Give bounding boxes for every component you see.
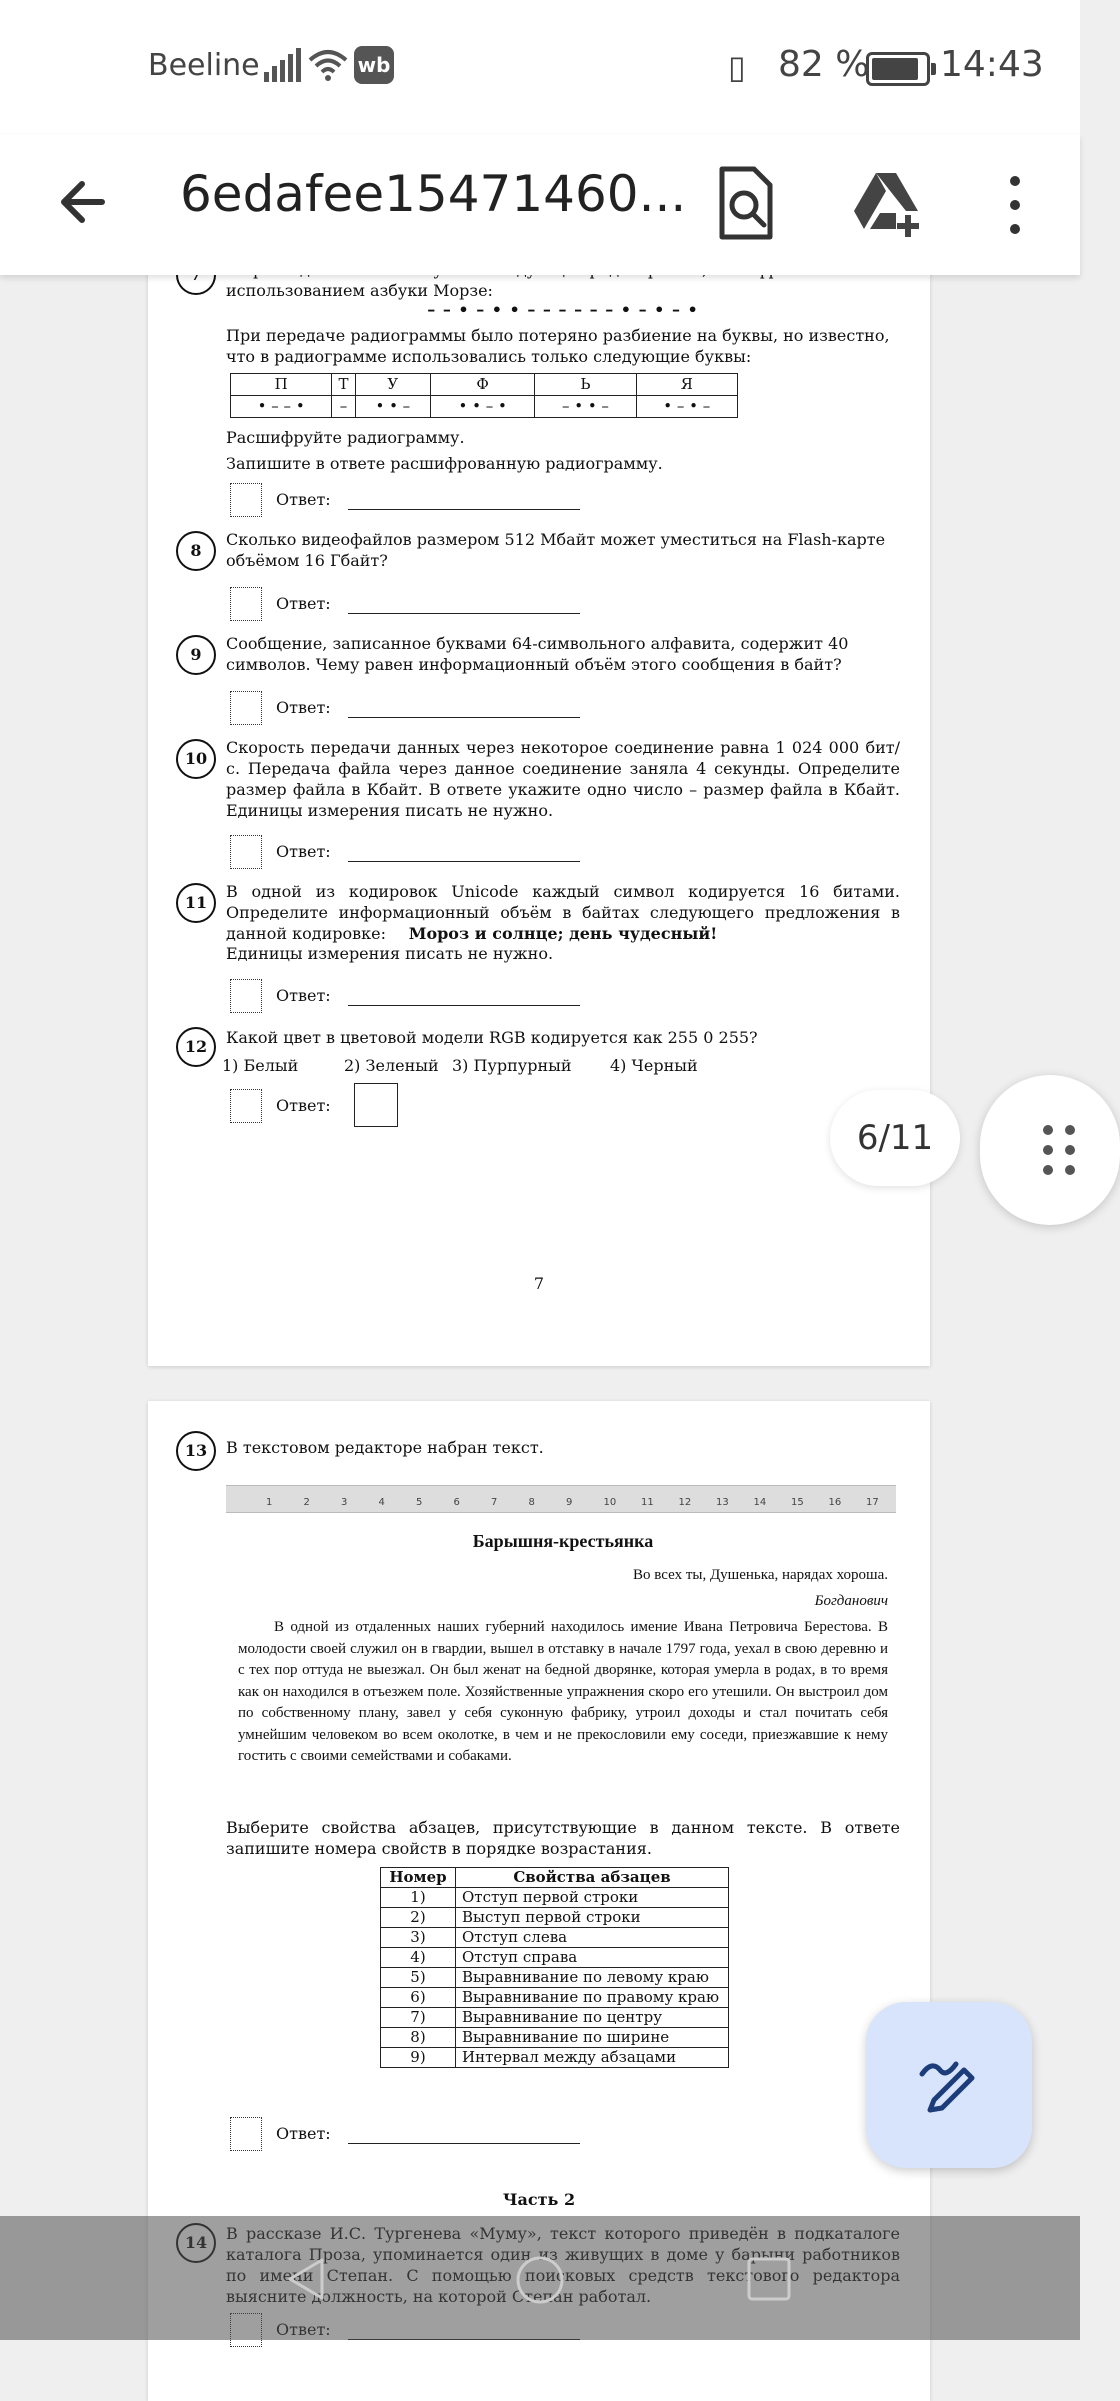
- answer-line: [348, 1005, 580, 1006]
- property-name: Выравнивание по центру: [456, 2008, 729, 2028]
- ruler-mark: 9: [566, 1497, 573, 1508]
- property-number: 5): [381, 1968, 456, 1988]
- table-row: [381, 2028, 729, 2048]
- property-number: 3): [381, 1928, 456, 1948]
- ruler-mark: 11: [641, 1497, 654, 1508]
- q7-task1: Расшифруйте радиограмму.: [226, 428, 465, 447]
- morse-table: [230, 373, 738, 418]
- annotate-button[interactable]: [866, 2002, 1032, 2168]
- answer-label: Ответ:: [276, 594, 331, 613]
- clock: 14:43: [940, 44, 1044, 85]
- property-name: Отступ первой строки: [456, 1888, 729, 1908]
- answer-box: [230, 483, 262, 517]
- wb-notification-icon: wb: [354, 46, 394, 84]
- answer-box: [230, 1089, 262, 1123]
- property-number: 9): [381, 2048, 456, 2068]
- answer-line: [348, 2143, 580, 2144]
- table-header-row: [381, 1868, 729, 1888]
- ruler-mark: 6: [453, 1497, 460, 1508]
- ruler-mark: 17: [866, 1497, 879, 1508]
- q7-morse-message: – – • – • • – – – – – – • – • – •: [427, 300, 699, 319]
- property-number: 8): [381, 2028, 456, 2048]
- answer-box: [230, 691, 262, 725]
- ruler-mark: 3: [341, 1497, 348, 1508]
- doc-body: В одной из отдаленных наших губерний находилось имение Ивана Петровича Берестова. В молодости своей служил он в гвардии, вышел в отставку в начале 1797 года, уехал в свою деревню и с тех пор оттуда не выезжал. Он был женат на бедной дворянке, которая умерла в родах, в то время как он находился в отъезжем поле. Хозяйственные упражнения скоро его утешили. Он выстроил дом по собственному плану, завел у себя суконную фабрику, утроил доходы и стал почитать себя умнейшим человеком во всем околотке, в чем и не прекословили ему соседи, приезжавшие к нему гостить с своими семействами и собаками.: [238, 1619, 888, 1764]
- answer-label: Ответ:: [276, 490, 331, 509]
- ruler-mark: 4: [378, 1497, 385, 1508]
- q9-text: Сообщение, записанное буквами 64-символьного алфавита, содержит 40 символов. Чему равен информационный объём этого сообщения в байт?: [226, 634, 849, 674]
- answer-label: Ответ:: [276, 2124, 331, 2143]
- ruler-mark: 16: [828, 1497, 842, 1508]
- answer-box: [230, 979, 262, 1013]
- morse-letter: Я: [636, 374, 737, 396]
- property-number: 2): [381, 1908, 456, 1928]
- ruler-mark: 13: [716, 1497, 729, 1508]
- property-name: Отступ слева: [456, 1928, 729, 1948]
- ruler-mark: 8: [528, 1497, 535, 1508]
- nav-back-icon[interactable]: [282, 2254, 332, 2304]
- q12-options: [222, 1055, 896, 1077]
- q12-option: 2) Зеленый: [344, 1056, 439, 1075]
- answer-box: [230, 835, 262, 869]
- ruler-mark: 10: [603, 1497, 617, 1508]
- q13-task: Выберите свойства абзацев, присутствующие в данном тексте. В ответе запишите номера свойств в порядке возрастания.: [226, 1818, 900, 1858]
- table-row: [381, 1948, 729, 1968]
- nav-home-icon[interactable]: [514, 2254, 566, 2306]
- q11-text: В одной из кодировок Unicode каждый символ кодируется 16 битами. Определите информационный объём в байтах следующего предложения в данной кодировке:: [226, 882, 900, 943]
- carrier-name: Beeline: [148, 48, 260, 83]
- question-number: 13: [176, 1431, 216, 1471]
- status-bar: [0, 0, 1080, 135]
- morse-letter: Т: [332, 374, 355, 396]
- property-number: 6): [381, 1988, 456, 2008]
- text-editor-ruler: [226, 1485, 896, 1513]
- ruler-mark: 15: [791, 1497, 804, 1508]
- q8-text: Сколько видеофайлов размером 512 Мбайт может уместиться на Flash-карте объёмом 16 Гбайт?: [226, 530, 886, 570]
- morse-letters-row: [231, 374, 738, 396]
- morse-code: • – • –: [636, 396, 737, 418]
- morse-code: –: [332, 396, 355, 418]
- doc-epigraph-author: Богданович: [814, 1593, 888, 1609]
- answer-square: [354, 1083, 398, 1127]
- morse-letter: П: [231, 374, 332, 396]
- doc-epigraph: Во всех ты, Душенька, нарядах хороша.: [633, 1567, 888, 1583]
- table-row: [381, 1968, 729, 1988]
- ruler-mark: 2: [303, 1497, 310, 1508]
- answer-line: [348, 717, 580, 718]
- question-number: 11: [176, 883, 216, 923]
- annotate-pen-icon: [916, 2052, 982, 2118]
- question-number: 9: [176, 635, 216, 675]
- q12-option: 3) Пурпурный: [452, 1056, 572, 1075]
- find-in-page-icon[interactable]: [710, 163, 780, 243]
- property-name: Интервал между абзацами: [456, 2048, 729, 2068]
- table-header: Номер: [381, 1868, 456, 1888]
- document-title: 6edafee15471460...: [180, 165, 687, 223]
- morse-letter: Ь: [535, 374, 636, 396]
- fast-scroll-handle[interactable]: [980, 1075, 1120, 1225]
- nav-recents-icon[interactable]: [746, 2256, 792, 2302]
- property-name: Выступ первой строки: [456, 1908, 729, 1928]
- back-arrow-icon[interactable]: [52, 167, 122, 237]
- q12-text: Какой цвет в цветовой модели RGB кодируется как 255 0 255?: [226, 1028, 758, 1047]
- battery-percent: 82 %: [778, 44, 870, 85]
- property-name: Отступ справа: [456, 1948, 729, 1968]
- pdf-page-7: [148, 263, 930, 1366]
- property-name: Выравнивание по правому краю: [456, 1988, 729, 2008]
- add-to-drive-icon[interactable]: [852, 167, 924, 239]
- question-number: 8: [176, 531, 216, 571]
- q11-phrase: Мороз и солнце; день чудесный!: [408, 924, 718, 943]
- ruler-mark: 5: [416, 1497, 423, 1508]
- page-number: 7: [533, 1274, 545, 1293]
- page-indicator: 6/11: [830, 1090, 960, 1186]
- signal-wifi-icon: [264, 44, 354, 84]
- q7-header-text: использованием азбуки Морзе:: [226, 281, 493, 300]
- ruler-mark: 14: [753, 1497, 767, 1508]
- q7-intro: При передаче радиограммы было потеряно разбиение на буквы, но известно, что в радиограмме использовались только следующие буквы:: [226, 326, 890, 366]
- more-vert-icon[interactable]: [1000, 165, 1030, 245]
- table-row: [381, 1928, 729, 1948]
- property-number: 7): [381, 2008, 456, 2028]
- q11-note: Единицы измерения писать не нужно.: [226, 944, 554, 963]
- q13-text: В текстовом редакторе набран текст.: [226, 1438, 544, 1457]
- q7-task2: Запишите в ответе расшифрованную радиограмму.: [226, 454, 663, 473]
- morse-letter: Ф: [431, 374, 535, 396]
- table-row: [381, 1988, 729, 2008]
- answer-label: Ответ:: [276, 986, 331, 1005]
- part-title: Часть 2: [502, 2190, 576, 2209]
- table-row: [381, 1908, 729, 1928]
- vibrate-icon: ▯: [728, 48, 746, 86]
- morse-letter: У: [355, 374, 430, 396]
- ruler-mark: 7: [491, 1497, 498, 1508]
- q12-option: 4) Черный: [610, 1056, 698, 1075]
- answer-box: [230, 587, 262, 621]
- answer-line: [348, 613, 580, 614]
- answer-label: Ответ:: [276, 698, 331, 717]
- table-row: [381, 2008, 729, 2028]
- property-number: 1): [381, 1888, 456, 1908]
- paragraph-properties-table: [380, 1867, 729, 2068]
- ruler-mark: 1: [266, 1497, 273, 1508]
- answer-line: [348, 861, 580, 862]
- app-bar: [0, 135, 1080, 275]
- question-number: 12: [176, 1027, 216, 1067]
- table-row: [381, 1888, 729, 1908]
- table-row: [381, 2048, 729, 2068]
- answer-label: Ответ:: [276, 1096, 331, 1115]
- answer-label: Ответ:: [276, 842, 331, 861]
- fast-scroll-icon: [1040, 1123, 1080, 1177]
- morse-code: • • –: [355, 396, 430, 418]
- morse-code: – • • –: [535, 396, 636, 418]
- answer-box: [230, 2117, 262, 2151]
- doc-title: Барышня-крестьянка: [472, 1531, 654, 1551]
- property-name: Выравнивание по левому краю: [456, 1968, 729, 1988]
- battery-icon: [866, 52, 930, 86]
- q12-option: 1) Белый: [222, 1056, 299, 1075]
- ruler-mark: 12: [678, 1497, 692, 1508]
- morse-code: • • – •: [431, 396, 535, 418]
- property-name: Выравнивание по ширине: [456, 2028, 729, 2048]
- morse-code: • – – •: [231, 396, 332, 418]
- system-nav-bar: [0, 2216, 1080, 2340]
- property-number: 4): [381, 1948, 456, 1968]
- question-number: 10: [176, 739, 216, 779]
- q10-text: Скорость передачи данных через некоторое соединение равна 1 024 000 бит/с. Передача файла через данное соединение заняла 4 секунды. Определите размер файла в Кбайт. В ответе укажите одно число – размер файла в Кбайт. Единицы измерения писать не нужно.: [226, 738, 900, 820]
- answer-line: [348, 509, 580, 510]
- morse-codes-row: [231, 396, 738, 418]
- table-header: Свойства абзацев: [456, 1868, 729, 1888]
